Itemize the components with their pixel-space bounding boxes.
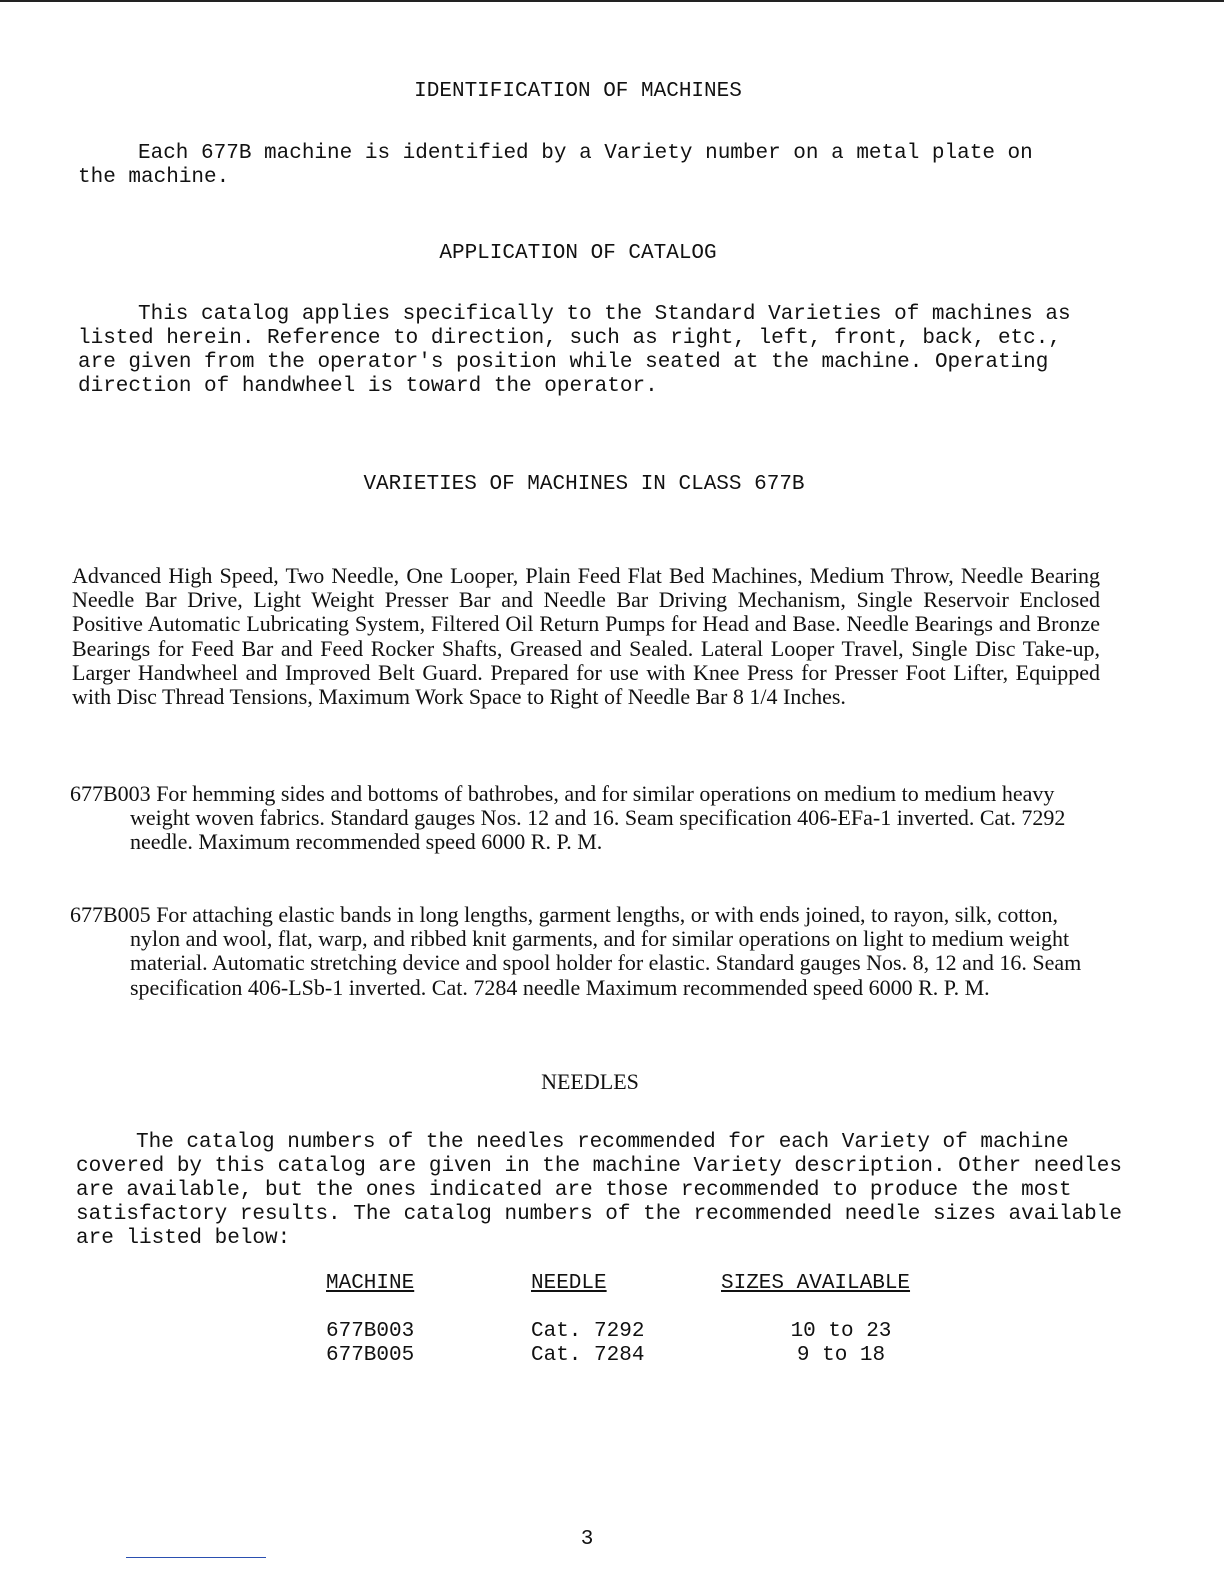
paragraph-identification: Each 677B machine is identified by a Variety number on a metal plate on the machine. (78, 142, 1033, 189)
table-cell-sizes: 10 to 23 (790, 1320, 892, 1343)
heading-needles: NEEDLES (541, 1069, 639, 1094)
variety-677b003 (70, 782, 1100, 855)
page-number: 3 (580, 1528, 594, 1551)
top-rule (0, 0, 1224, 2)
table-cell-machine: 677B005 (326, 1344, 415, 1367)
heading-application: APPLICATION OF CATALOG (439, 242, 717, 265)
heading-varieties: VARIETIES OF MACHINES IN CLASS 677B (363, 473, 805, 496)
needle-table (326, 1272, 961, 1368)
paragraph-needles: The catalog numbers of the needles recommended for each Variety of machine covered by this catalog are given in the machine Variety description. Other needles are available, but the ones indicated are those recommended to produce the most satisfactory results. The catalog numbers of the recommended needle sizes available are listed below: (76, 1131, 1122, 1250)
table-cell-machine: 677B003 (326, 1320, 415, 1343)
table-row (326, 1344, 961, 1368)
table-cell-needle: Cat. 7292 (531, 1320, 645, 1343)
table-row (326, 1320, 961, 1344)
variety-number: 677B003 (70, 781, 151, 806)
variety-description: For attaching elastic bands in long lengths, garment lengths, or with ends joined, to rayon, silk, cotton, nylon and wool, flat, warp, and ribbed knit garments, and for similar operations on light to medium weight material. Automatic stretching device and spool holder for elastic. Standard gauges Nos. 8, 12 and 16. Seam specification 406-LSb-1 inverted. Cat. 7284 needle Maximum recommended speed 6000 R. P. M. (130, 902, 1082, 1000)
variety-number: 677B005 (70, 902, 151, 927)
table-header-machine: MACHINE (326, 1272, 415, 1295)
table-header-row (326, 1272, 961, 1296)
table-cell-sizes: 9 to 18 (796, 1344, 886, 1367)
heading-identification: IDENTIFICATION OF MACHINES (414, 80, 742, 103)
footer-rule (126, 1557, 266, 1558)
variety-description: For hemming sides and bottoms of bathrobes, and for similar operations on medium to medium heavy weight woven fabrics. Standard gauges Nos. 12 and 16. Seam specification 406-EFa-1 inverted. Cat. 7292 needle. Maximum recommended speed 6000 R. P. M. (130, 781, 1066, 855)
table-header-sizes: SIZES AVAILABLE (721, 1272, 911, 1295)
table-cell-needle: Cat. 7284 (531, 1344, 645, 1367)
paragraph-application: This catalog applies specifically to the Standard Varieties of machines as listed herein. Reference to direction, such as right, left, front, back, etc., are given from the operator's position while seated at the machine. Operating direction of handwheel is toward the operator. (78, 303, 1071, 398)
table-header-needle: NEEDLE (531, 1272, 607, 1295)
variety-677b005 (70, 903, 1100, 1000)
class-description: Advanced High Speed, Two Needle, One Looper, Plain Feed Flat Bed Machines, Medium Throw, Needle Bearing Needle Bar Drive, Light Weight Presser Bar and Needle Bar Driving Mechanism, Single Reservoir Enclosed Positive Automatic Lubricating System, Filtered Oil Return Pumps for Head and Base. Needle Bearings and Bronze Bearings for Feed Bar and Feed Rocker Shafts, Greased and Sealed. Lateral Looper Travel, Single Disc Take-up, Larger Handwheel and Improved Belt Guard. Prepared for use with Knee Press for Presser Foot Lifter, Equipped with Disc Thread Tensions, Maximum Work Space to Right of Needle Bar 8 1/4 Inches. (72, 563, 1100, 710)
